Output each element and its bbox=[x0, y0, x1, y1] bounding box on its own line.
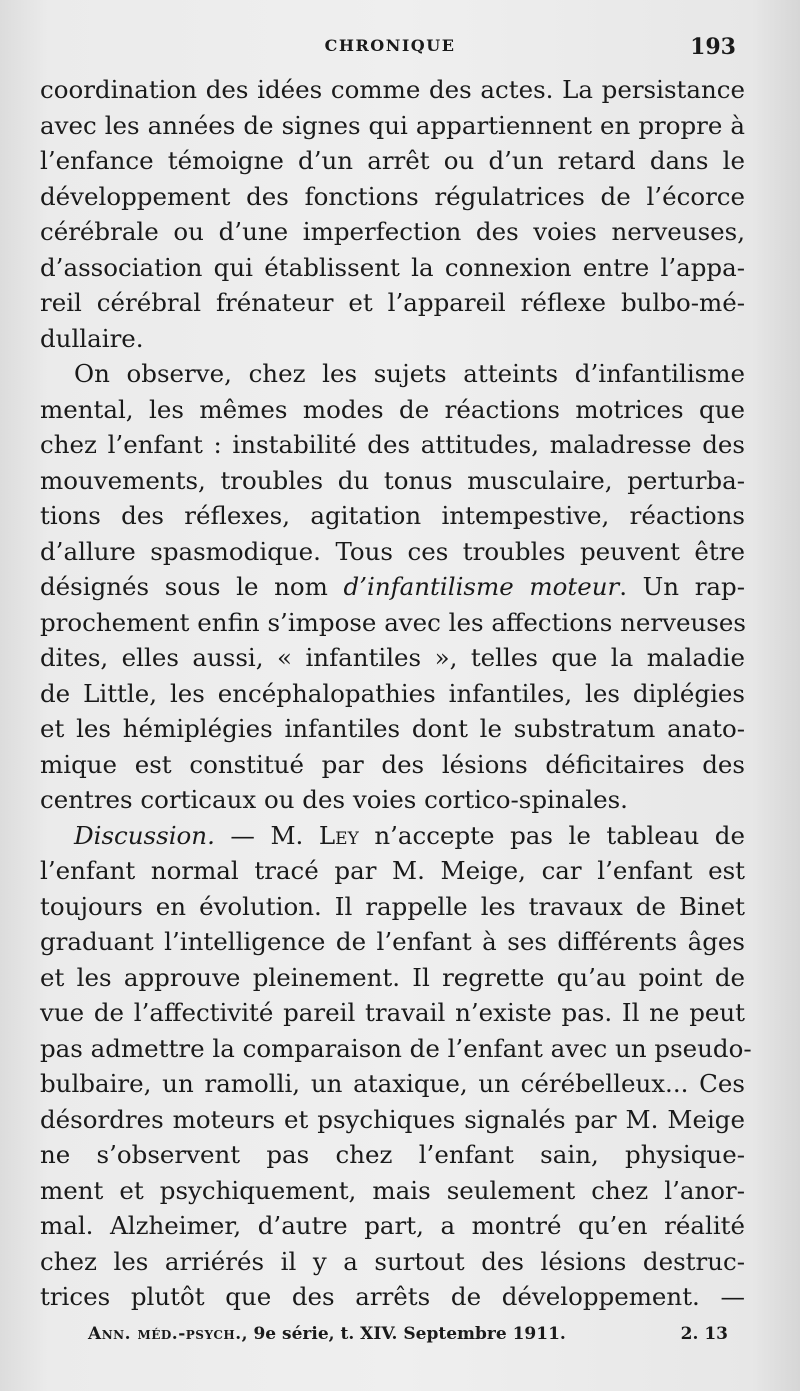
text-line: ment et psychiquement, mais seulement chez l’anor- bbox=[40, 1175, 745, 1205]
text-line: reil cérébral frénateur et l’appareil réflexe bulbo-mé- bbox=[40, 288, 745, 317]
text-line: développement des fonctions régulatrices de l’écorce bbox=[40, 181, 745, 211]
text-line: centres corticaux ou des voies cortico-spinales. bbox=[40, 785, 628, 814]
section-label: Discussion. bbox=[74, 820, 215, 850]
speaker-name: Ley bbox=[318, 820, 359, 850]
text-line: désordres moteurs et psychiques signalés par M. Meige bbox=[40, 1104, 745, 1134]
text-line: mental, les mêmes modes de réactions motrices que bbox=[40, 394, 745, 424]
text-line: et les approuve pleinement. Il regrette qu’au point de bbox=[40, 962, 745, 992]
italic-term: d’infantilisme moteur bbox=[343, 572, 620, 601]
text-run: — M. bbox=[214, 820, 319, 850]
text-line: tions des réflexes, agitation intempestive, réactions bbox=[40, 501, 745, 530]
text-line: cérébrale ou d’une imperfection des voies nerveuses, bbox=[40, 217, 745, 246]
text-line: pas admettre la comparaison de l’enfant avec un pseudo- bbox=[40, 1033, 752, 1063]
text-line: prochement enfin s’impose avec les affections nerveuses bbox=[40, 607, 746, 637]
text-line: graduant l’intelligence de l’enfant à ses différents âges bbox=[40, 927, 745, 956]
text-line: de Little, les encéphalopathies infantiles, les diplégies bbox=[40, 678, 745, 708]
text-line: et les hémiplégies infantiles dont le substratum anato- bbox=[40, 714, 745, 743]
journal-issue: , 9e série, t. XIV. Septembre 1911. bbox=[241, 1324, 566, 1344]
text-line: bulbaire, un ramolli, un ataxique, un cérébelleux... Ces bbox=[40, 1069, 745, 1098]
text-line: chez les arriérés il y a surtout des lésions destruc- bbox=[40, 1246, 745, 1276]
page-number: 193 bbox=[690, 34, 736, 60]
text-line: l’enfant normal tracé par M. Meige, car l’enfant est bbox=[40, 856, 745, 885]
text-line: mal. Alzheimer, d’autre part, a montré qu’en réalité bbox=[40, 1211, 745, 1240]
signature-mark: 2. 13 bbox=[680, 1324, 728, 1344]
text-line: d’association qui établissent la connexion entre l’appa- bbox=[40, 252, 745, 282]
text-run: . Un rap- bbox=[619, 572, 745, 601]
text-line bbox=[40, 569, 745, 605]
text-line: toujours en évolution. Il rappelle les travaux de Binet bbox=[40, 891, 745, 921]
text-line: chez l’enfant : instabilité des attitudes, maladresse des bbox=[40, 430, 745, 459]
body-text bbox=[40, 72, 752, 1315]
page-header bbox=[40, 34, 740, 64]
text-line: On observe, chez les sujets atteints d’infantilisme bbox=[74, 359, 745, 388]
text-line: dites, elles aussi, « infantiles », telles que la maladie bbox=[40, 643, 745, 672]
text-line: coordination des idées comme des actes. La persistance bbox=[40, 75, 745, 104]
page-footer bbox=[88, 1324, 728, 1344]
text-line: mique est constitué par des lésions déficitaires des bbox=[40, 749, 745, 779]
text-line: d’allure spasmodique. Tous ces troubles peuvent être bbox=[40, 536, 745, 566]
text-line: avec les années de signes qui appartiennent en propre à bbox=[40, 110, 745, 140]
text-line: dullaire. bbox=[40, 323, 144, 353]
text-line: vue de l’affectivité pareil travail n’existe pas. Il ne peut bbox=[40, 998, 745, 1027]
text-line: ne s’observent pas chez l’enfant sain, physique- bbox=[40, 1140, 745, 1169]
text-line bbox=[40, 818, 745, 854]
running-head: CHRONIQUE bbox=[324, 36, 456, 55]
text-line: trices plutôt que des arrêts de développement. — bbox=[40, 1282, 745, 1311]
text-run: n’accepte pas le tableau de bbox=[358, 820, 745, 850]
text-line: l’enfance témoigne d’un arrêt ou d’un retard dans le bbox=[40, 146, 745, 175]
text-line: mouvements, troubles du tonus musculaire, perturba- bbox=[40, 465, 745, 495]
text-run: désignés sous le nom bbox=[40, 572, 344, 601]
journal-title: Ann. méd.-psych. bbox=[88, 1324, 242, 1344]
